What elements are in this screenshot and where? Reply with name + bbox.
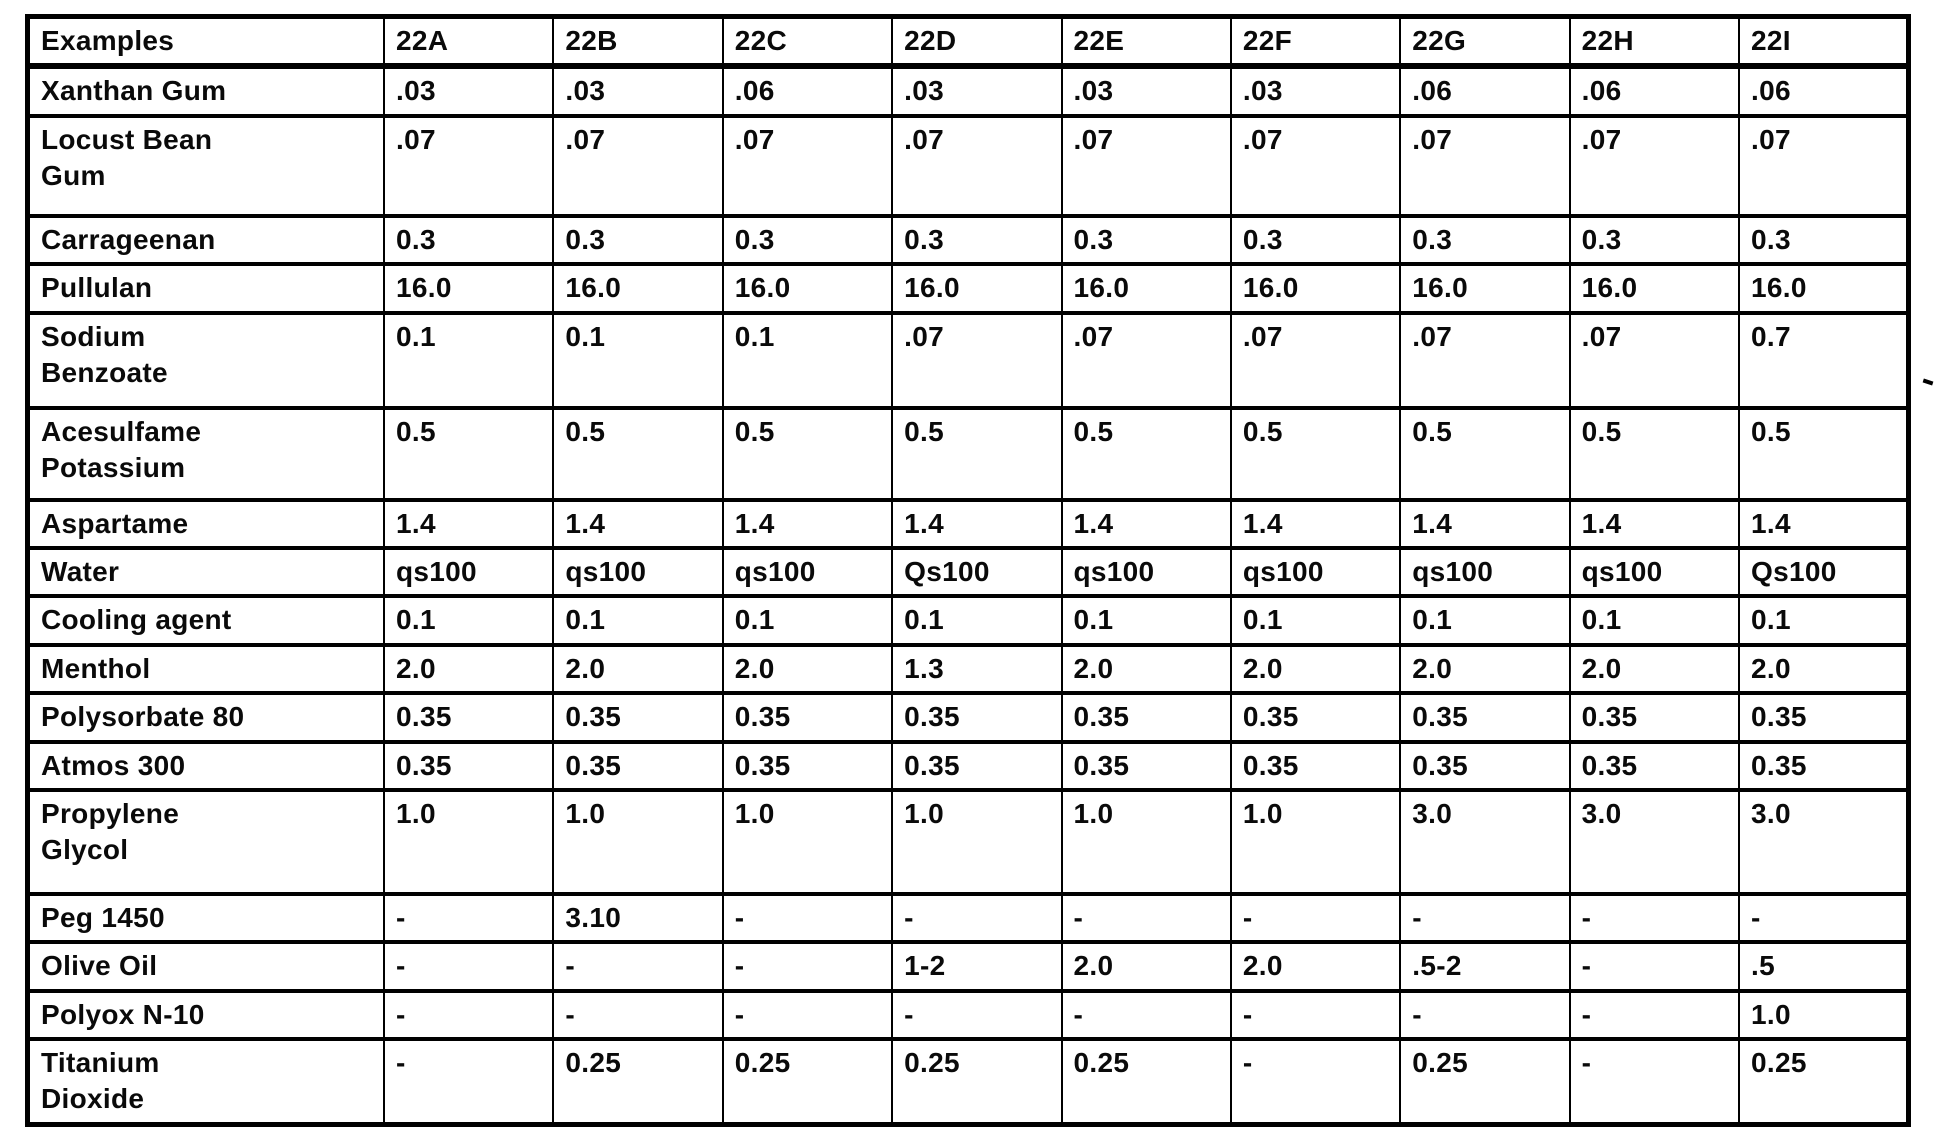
cell-value: - <box>1231 1039 1400 1124</box>
table-row <box>28 596 1909 644</box>
cell-value: qs100 <box>1400 548 1569 596</box>
cell-value: 0.1 <box>1570 596 1739 644</box>
cell-value: .07 <box>1062 313 1231 408</box>
cell-value: 0.5 <box>723 408 892 500</box>
cell-value: 3.0 <box>1570 790 1739 894</box>
cell-value: - <box>1570 1039 1739 1124</box>
row-label: Polysorbate 80 <box>28 693 385 741</box>
cell-value: 0.5 <box>1739 408 1909 500</box>
cell-value: - <box>892 894 1061 942</box>
cell-value: - <box>384 894 553 942</box>
cell-value: 0.35 <box>553 693 722 741</box>
cell-value: 1.4 <box>723 500 892 548</box>
table-row <box>28 264 1909 312</box>
cell-value: 2.0 <box>553 645 722 693</box>
row-label: Olive Oil <box>28 942 385 990</box>
cell-value: - <box>384 991 553 1039</box>
cell-value: 16.0 <box>892 264 1061 312</box>
cell-value: 1.0 <box>553 790 722 894</box>
cell-value: - <box>1231 894 1400 942</box>
cell-value: 0.35 <box>1400 693 1569 741</box>
cell-value: 0.3 <box>384 216 553 264</box>
cell-value: 1-2 <box>892 942 1061 990</box>
header-row <box>28 17 1909 67</box>
row-label: Xanthan Gum <box>28 66 385 115</box>
cell-value: 2.0 <box>723 645 892 693</box>
cell-value: 16.0 <box>1570 264 1739 312</box>
cell-value: .07 <box>1570 116 1739 216</box>
cell-value: 0.25 <box>723 1039 892 1124</box>
table-row <box>28 66 1909 115</box>
formulation-table <box>25 14 1911 1127</box>
cell-value: .07 <box>1231 313 1400 408</box>
cell-value: 16.0 <box>1062 264 1231 312</box>
cell-value: 0.3 <box>1400 216 1569 264</box>
cell-value: 1.4 <box>892 500 1061 548</box>
cell-value: 0.1 <box>553 596 722 644</box>
cell-value: 0.3 <box>1570 216 1739 264</box>
cell-value: - <box>553 991 722 1039</box>
cell-value: - <box>1400 894 1569 942</box>
cell-value: .06 <box>1739 66 1909 115</box>
cell-value: 0.25 <box>1062 1039 1231 1124</box>
cell-value: qs100 <box>1062 548 1231 596</box>
cell-value: 0.35 <box>1400 742 1569 790</box>
table-row <box>28 693 1909 741</box>
cell-value: 0.25 <box>553 1039 722 1124</box>
row-label: Sodium Benzoate <box>28 313 385 408</box>
cell-value: .5-2 <box>1400 942 1569 990</box>
table-row <box>28 645 1909 693</box>
cell-value: 0.35 <box>892 693 1061 741</box>
cell-value: 0.3 <box>1062 216 1231 264</box>
cell-value: 0.35 <box>553 742 722 790</box>
column-header-22c: 22C <box>723 17 892 67</box>
cell-value: - <box>723 894 892 942</box>
cell-value: 3.0 <box>1739 790 1909 894</box>
cell-value: 2.0 <box>384 645 553 693</box>
row-label: Cooling agent <box>28 596 385 644</box>
row-label: Acesulfame Potassium <box>28 408 385 500</box>
table-row <box>28 500 1909 548</box>
cell-value: - <box>1570 942 1739 990</box>
cell-value: .03 <box>892 66 1061 115</box>
row-label: Polyox N-10 <box>28 991 385 1039</box>
column-header-22f: 22F <box>1231 17 1400 67</box>
row-label: Water <box>28 548 385 596</box>
cell-value: 0.1 <box>723 596 892 644</box>
cell-value: 2.0 <box>1231 645 1400 693</box>
row-label: Pullulan <box>28 264 385 312</box>
cell-value: 0.5 <box>1570 408 1739 500</box>
cell-value: 1.4 <box>384 500 553 548</box>
row-label: Titanium Dioxide <box>28 1039 385 1124</box>
cell-value: 1.0 <box>892 790 1061 894</box>
cell-value: 0.25 <box>1400 1039 1569 1124</box>
cell-value: 16.0 <box>723 264 892 312</box>
cell-value: .07 <box>1400 116 1569 216</box>
row-label: Locust Bean Gum <box>28 116 385 216</box>
cell-value: 0.5 <box>1400 408 1569 500</box>
cell-value: 1.0 <box>1231 790 1400 894</box>
cell-value: - <box>553 942 722 990</box>
cell-value: .06 <box>1400 66 1569 115</box>
cell-value: - <box>384 1039 553 1124</box>
cell-value: - <box>1231 991 1400 1039</box>
cell-value: 1.4 <box>1739 500 1909 548</box>
cell-value: - <box>1570 991 1739 1039</box>
cell-value: qs100 <box>553 548 722 596</box>
cell-value: 3.0 <box>1400 790 1569 894</box>
table-row <box>28 313 1909 408</box>
cell-value: 0.35 <box>1739 693 1909 741</box>
stray-mark <box>1923 379 1934 386</box>
cell-value: 0.35 <box>723 742 892 790</box>
table-row <box>28 1039 1909 1124</box>
row-label: Carrageenan <box>28 216 385 264</box>
cell-value: 0.35 <box>1062 742 1231 790</box>
cell-value: 2.0 <box>1570 645 1739 693</box>
row-label: Peg 1450 <box>28 894 385 942</box>
cell-value: qs100 <box>384 548 553 596</box>
cell-value: 16.0 <box>1231 264 1400 312</box>
table-row <box>28 894 1909 942</box>
cell-value: 0.35 <box>1231 693 1400 741</box>
cell-value: 0.35 <box>1062 693 1231 741</box>
cell-value: 1.3 <box>892 645 1061 693</box>
cell-value: 1.4 <box>1062 500 1231 548</box>
column-header-22g: 22G <box>1400 17 1569 67</box>
cell-value: .03 <box>384 66 553 115</box>
cell-value: 0.1 <box>1400 596 1569 644</box>
cell-value: .07 <box>892 116 1061 216</box>
cell-value: 0.5 <box>1231 408 1400 500</box>
cell-value: .07 <box>384 116 553 216</box>
cell-value: 0.35 <box>1570 742 1739 790</box>
row-label: Propylene Glycol <box>28 790 385 894</box>
cell-value: qs100 <box>1570 548 1739 596</box>
cell-value: 0.1 <box>553 313 722 408</box>
cell-value: 2.0 <box>1739 645 1909 693</box>
cell-value: .07 <box>1231 116 1400 216</box>
table-row <box>28 408 1909 500</box>
cell-value: 16.0 <box>1739 264 1909 312</box>
cell-value: 0.35 <box>384 742 553 790</box>
cell-value: .07 <box>723 116 892 216</box>
cell-value: 0.1 <box>1739 596 1909 644</box>
cell-value: 0.35 <box>1231 742 1400 790</box>
cell-value: 1.4 <box>1400 500 1569 548</box>
table-row <box>28 116 1909 216</box>
cell-value: 1.0 <box>384 790 553 894</box>
row-label: Menthol <box>28 645 385 693</box>
cell-value: 0.35 <box>1739 742 1909 790</box>
cell-value: .03 <box>1062 66 1231 115</box>
table-row <box>28 991 1909 1039</box>
cell-value: 1.0 <box>1739 991 1909 1039</box>
cell-value: - <box>1570 894 1739 942</box>
table-header <box>28 17 1909 67</box>
cell-value: 0.1 <box>1231 596 1400 644</box>
cell-value: 0.3 <box>723 216 892 264</box>
cell-value: 0.1 <box>384 596 553 644</box>
cell-value: 0.1 <box>384 313 553 408</box>
cell-value: - <box>1062 894 1231 942</box>
cell-value: .07 <box>1570 313 1739 408</box>
cell-value: - <box>723 942 892 990</box>
cell-value: 0.5 <box>384 408 553 500</box>
table-body <box>28 66 1909 1124</box>
cell-value: - <box>723 991 892 1039</box>
column-header-22a: 22A <box>384 17 553 67</box>
cell-value: Qs100 <box>892 548 1061 596</box>
cell-value: 2.0 <box>1062 942 1231 990</box>
column-header-22b: 22B <box>553 17 722 67</box>
cell-value: 0.5 <box>892 408 1061 500</box>
table-row <box>28 548 1909 596</box>
row-label: Aspartame <box>28 500 385 548</box>
table-row <box>28 216 1909 264</box>
cell-value: 0.5 <box>1062 408 1231 500</box>
cell-value: 0.3 <box>1231 216 1400 264</box>
cell-value: 0.35 <box>1570 693 1739 741</box>
cell-value: .07 <box>1739 116 1909 216</box>
cell-value: 16.0 <box>384 264 553 312</box>
cell-value: 1.0 <box>1062 790 1231 894</box>
column-header-examples: Examples <box>28 17 385 67</box>
cell-value: 2.0 <box>1231 942 1400 990</box>
cell-value: 0.35 <box>384 693 553 741</box>
column-header-22e: 22E <box>1062 17 1231 67</box>
table-row <box>28 942 1909 990</box>
cell-value: qs100 <box>723 548 892 596</box>
cell-value: - <box>384 942 553 990</box>
cell-value: .03 <box>553 66 722 115</box>
cell-value: .06 <box>723 66 892 115</box>
column-header-22d: 22D <box>892 17 1061 67</box>
cell-value: Qs100 <box>1739 548 1909 596</box>
table-row <box>28 790 1909 894</box>
cell-value: 0.25 <box>892 1039 1061 1124</box>
cell-value: 0.25 <box>1739 1039 1909 1124</box>
cell-value: - <box>892 991 1061 1039</box>
cell-value: 0.1 <box>1062 596 1231 644</box>
cell-value: 16.0 <box>1400 264 1569 312</box>
cell-value: 1.4 <box>1570 500 1739 548</box>
cell-value: 1.4 <box>553 500 722 548</box>
column-header-22i: 22I <box>1739 17 1909 67</box>
cell-value: - <box>1400 991 1569 1039</box>
cell-value: 0.3 <box>553 216 722 264</box>
table-row <box>28 742 1909 790</box>
column-header-22h: 22H <box>1570 17 1739 67</box>
cell-value: .07 <box>1062 116 1231 216</box>
cell-value: 1.4 <box>1231 500 1400 548</box>
cell-value: 0.5 <box>553 408 722 500</box>
cell-value: 0.1 <box>723 313 892 408</box>
cell-value: 0.35 <box>723 693 892 741</box>
cell-value: .5 <box>1739 942 1909 990</box>
cell-value: .07 <box>892 313 1061 408</box>
cell-value: .06 <box>1570 66 1739 115</box>
cell-value: 2.0 <box>1062 645 1231 693</box>
cell-value: .07 <box>1400 313 1569 408</box>
cell-value: 2.0 <box>1400 645 1569 693</box>
cell-value: .03 <box>1231 66 1400 115</box>
cell-value: 0.35 <box>892 742 1061 790</box>
cell-value: 1.0 <box>723 790 892 894</box>
row-label: Atmos 300 <box>28 742 385 790</box>
cell-value: 16.0 <box>553 264 722 312</box>
cell-value: 3.10 <box>553 894 722 942</box>
cell-value: - <box>1739 894 1909 942</box>
cell-value: 0.3 <box>892 216 1061 264</box>
cell-value: 0.3 <box>1739 216 1909 264</box>
cell-value: .07 <box>553 116 722 216</box>
cell-value: 0.1 <box>892 596 1061 644</box>
cell-value: qs100 <box>1231 548 1400 596</box>
cell-value: 0.7 <box>1739 313 1909 408</box>
cell-value: - <box>1062 991 1231 1039</box>
